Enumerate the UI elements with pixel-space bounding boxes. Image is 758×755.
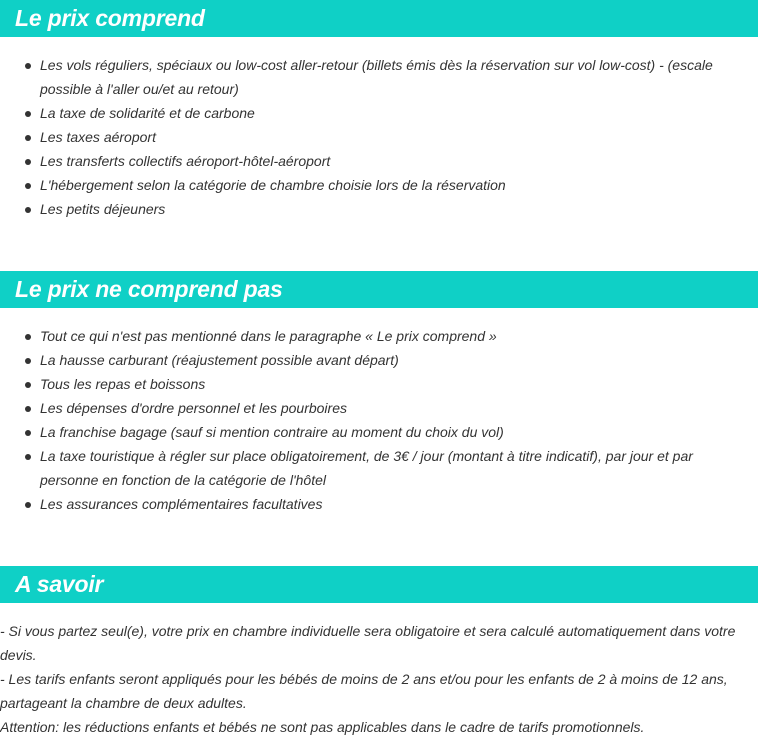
included-header [0, 0, 758, 37]
list-item: Les taxes aéroport [0, 125, 740, 149]
excluded-title: Le prix ne comprend pas [15, 276, 283, 302]
list-item: La taxe de solidarité et de carbone [0, 101, 740, 125]
included-title: Le prix comprend [15, 5, 205, 31]
info-header [0, 566, 758, 603]
note-attention: Attention: les réductions enfants et bébés ne sont pas applicables dans le cadre de tarifs promotionnels. [0, 719, 645, 735]
list-item: L'hébergement selon la catégorie de chambre choisie lors de la réservation [0, 173, 740, 197]
info-notes [0, 619, 752, 739]
list-item: La taxe touristique à régler sur place obligatoirement, de 3€ / jour (montant à titre indicatif), par jour et par personne en fonction de la catégorie de l'hôtel [0, 444, 740, 492]
note-child-rates: - Les tarifs enfants seront appliqués pour les bébés de moins de 2 ans et/ou pour les enfants de 2 à moins de 12 ans, partageant la chambre de deux adultes. [0, 671, 728, 711]
list-item: Les dépenses d'ordre personnel et les pourboires [0, 396, 740, 420]
included-list [0, 53, 740, 221]
list-item: La hausse carburant (réajustement possible avant départ) [0, 348, 740, 372]
list-item: Les transferts collectifs aéroport-hôtel-aéroport [0, 149, 740, 173]
note-single-room: - Si vous partez seul(e), votre prix en chambre individuelle sera obligatoire et sera calculé automatiquement dans votre devis. [0, 623, 736, 663]
info-title: A savoir [15, 571, 104, 597]
list-item: Tout ce qui n'est pas mentionné dans le paragraphe « Le prix comprend » [0, 324, 740, 348]
excluded-header [0, 271, 758, 308]
list-item: Les vols réguliers, spéciaux ou low-cost aller-retour (billets émis dès la réservation sur vol low-cost) - (escale possible à l'aller ou/et au retour) [0, 53, 740, 101]
list-item: Les assurances complémentaires facultatives [0, 492, 740, 516]
list-item: La franchise bagage (sauf si mention contraire au moment du choix du vol) [0, 420, 740, 444]
list-item: Tous les repas et boissons [0, 372, 740, 396]
excluded-list [0, 324, 740, 516]
list-item: Les petits déjeuners [0, 197, 740, 221]
